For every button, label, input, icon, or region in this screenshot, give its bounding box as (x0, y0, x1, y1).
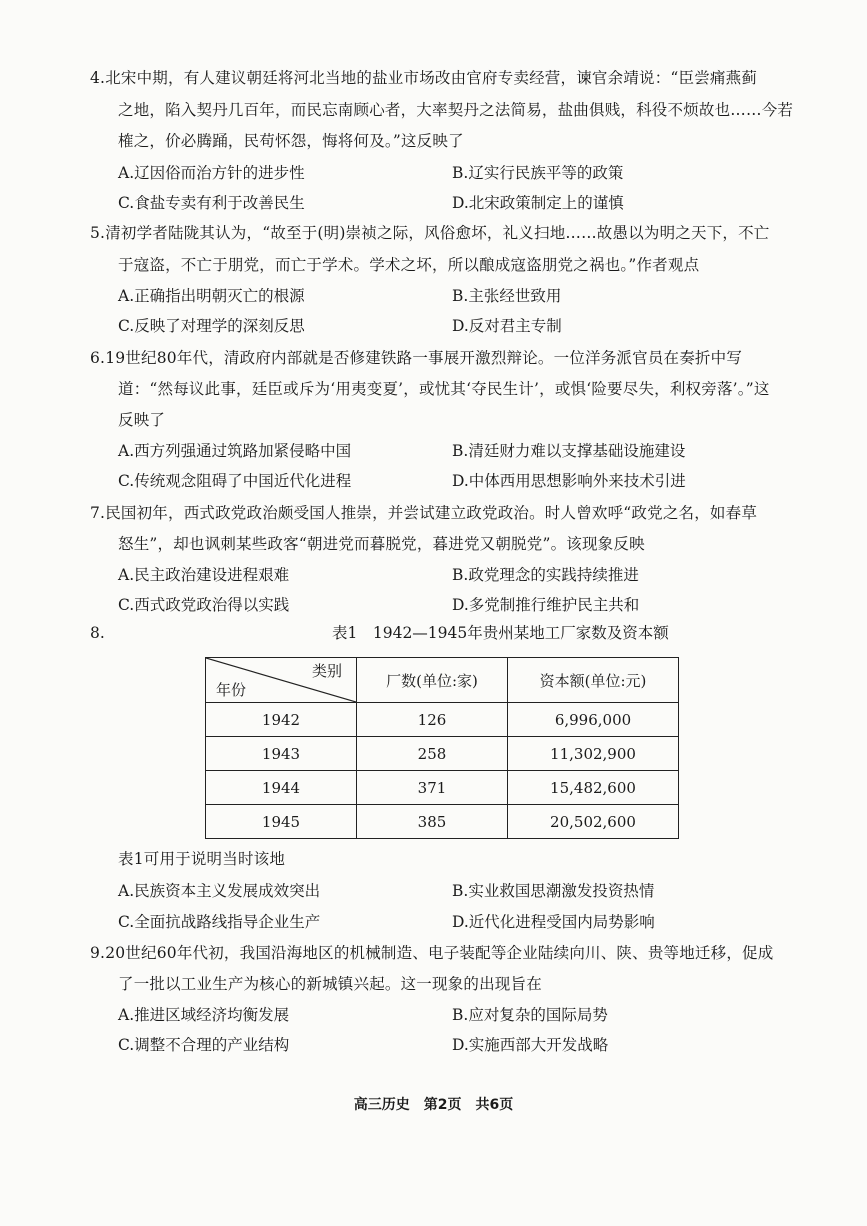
q5-option-c: C.反映了对理学的深刻反思 (118, 317, 305, 335)
q4-option-d: D.北宋政策制定上的谨慎 (452, 194, 624, 212)
q7-stem-line-1: 7.民国初年，西式政党政治颇受国人推崇，并尝试建立政党政治。时人曾欢呼“政党之名，如春草 (90, 504, 758, 522)
q4-stem-line-1: 4.北宋中期，有人建议朝廷将河北当地的盐业市场改由官府专卖经营，谏官余靖说：“臣尝痛燕蓟 (90, 69, 758, 87)
q9-option-d: D.实施西部大开发战略 (452, 1036, 609, 1054)
q4-option-b: B.辽实行民族平等的政策 (452, 164, 624, 182)
q4-option-a: A.辽因俗而治方针的进步性 (118, 164, 305, 182)
corner-year-label: 年份 (216, 681, 247, 699)
q4-stem-line-2: 之地，陷入契丹几百年，而民忘南顾心者，大率契丹之法简易，盐曲俱贱，科役不烦故也……今若 (118, 101, 794, 119)
q4-stem-line-3: 榷之，价必腾踊，民苟怀怨，悔将何及。”这反映了 (118, 132, 464, 150)
q6-stem-line-2: 道：“然每议此事，廷臣或斥为‘用夷变夏’，或忧其‘夺民生计’，或惧‘险要尽失，利权旁落’。”这 (118, 380, 770, 398)
q8-option-c: C.全面抗战路线指导企业生产 (118, 913, 321, 931)
table-row (206, 703, 679, 737)
cell-capital: 6,996,000 (508, 703, 679, 737)
cell-factory-count: 258 (357, 737, 508, 771)
q5-stem-line-1: 5.清初学者陆陇其认为，“故至于(明)崇祯之际，风俗愈坏，礼义扫地……故愚以为明之天下，不亡 (90, 224, 770, 242)
table-row (206, 805, 679, 839)
q6-stem-line-1: 6.19世纪80年代，清政府内部就是否修建铁路一事展开激烈辩论。一位洋务派官员在奏折中写 (90, 349, 743, 367)
table-header-row (206, 658, 679, 703)
q9-stem-line-2: 了一批以工业生产为核心的新城镇兴起。这一现象的出现旨在 (118, 975, 542, 993)
cell-capital: 11,302,900 (508, 737, 679, 771)
q8-option-a: A.民族资本主义发展成效突出 (118, 882, 321, 900)
cell-factory-count: 385 (357, 805, 508, 839)
cell-year: 1943 (206, 737, 357, 771)
q5-option-a: A.正确指出明朝灭亡的根源 (118, 287, 305, 305)
q9-option-b: B.应对复杂的国际局势 (452, 1006, 608, 1024)
q9-option-c: C.调整不合理的产业结构 (118, 1036, 290, 1054)
q5-option-b: B.主张经世致用 (452, 287, 562, 305)
q5-option-d: D.反对君主专制 (452, 317, 562, 335)
table-row (206, 737, 679, 771)
q9-option-a: A.推进区域经济均衡发展 (118, 1006, 290, 1024)
q6-stem-line-3: 反映了 (118, 411, 166, 429)
cell-year: 1942 (206, 703, 357, 737)
q7-option-a: A.民主政治建设进程艰难 (118, 566, 290, 584)
q7-option-c: C.西式政党政治得以实践 (118, 596, 290, 614)
cell-year: 1944 (206, 771, 357, 805)
table-corner-cell (206, 658, 357, 703)
q7-option-b: B.政党理念的实践持续推进 (452, 566, 639, 584)
q8-stem: 表1可用于说明当时该地 (118, 850, 286, 868)
table-row (206, 771, 679, 805)
cell-capital: 20,502,600 (508, 805, 679, 839)
table-title: 表1 1942—1945年贵州某地工厂家数及资本额 (332, 624, 669, 642)
q4-option-c: C.食盐专卖有利于改善民生 (118, 194, 305, 212)
page-footer: 高三历史 第2页 共6页 (353, 1097, 514, 1113)
q9-stem-line-1: 9.20世纪60年代初，我国沿海地区的机械制造、电子装配等企业陆续向川、陕、贵等地迁移，促成 (90, 944, 774, 962)
header-capital: 资本额(单位:元) (508, 658, 679, 703)
q6-option-c: C.传统观念阻碍了中国近代化进程 (118, 472, 352, 490)
cell-factory-count: 126 (357, 703, 508, 737)
factory-table (205, 657, 679, 839)
q8-option-d: D.近代化进程受国内局势影响 (452, 913, 655, 931)
q8-number: 8. (90, 624, 105, 642)
q8-option-b: B.实业救国思潮激发投资热情 (452, 882, 655, 900)
q6-option-b: B.清廷财力难以支撑基础设施建设 (452, 442, 686, 460)
header-factory-count: 厂数(单位:家) (357, 658, 508, 703)
corner-category-label: 类别 (311, 662, 342, 680)
cell-capital: 15,482,600 (508, 771, 679, 805)
q5-stem-line-2: 于寇盗，不亡于朋党，而亡于学术。学术之坏，所以酿成寇盗朋党之祸也。”作者观点 (118, 256, 700, 274)
q6-option-a: A.西方列强通过筑路加紧侵略中国 (118, 442, 352, 460)
q6-option-d: D.中体西用思想影响外来技术引进 (452, 472, 686, 490)
cell-factory-count: 371 (357, 771, 508, 805)
q7-stem-line-2: 怒生”，却也讽刺某些政客“朝进党而暮脱党，暮进党又朝脱党”。该现象反映 (118, 535, 645, 553)
cell-year: 1945 (206, 805, 357, 839)
q7-option-d: D.多党制推行维护民主共和 (452, 596, 640, 614)
